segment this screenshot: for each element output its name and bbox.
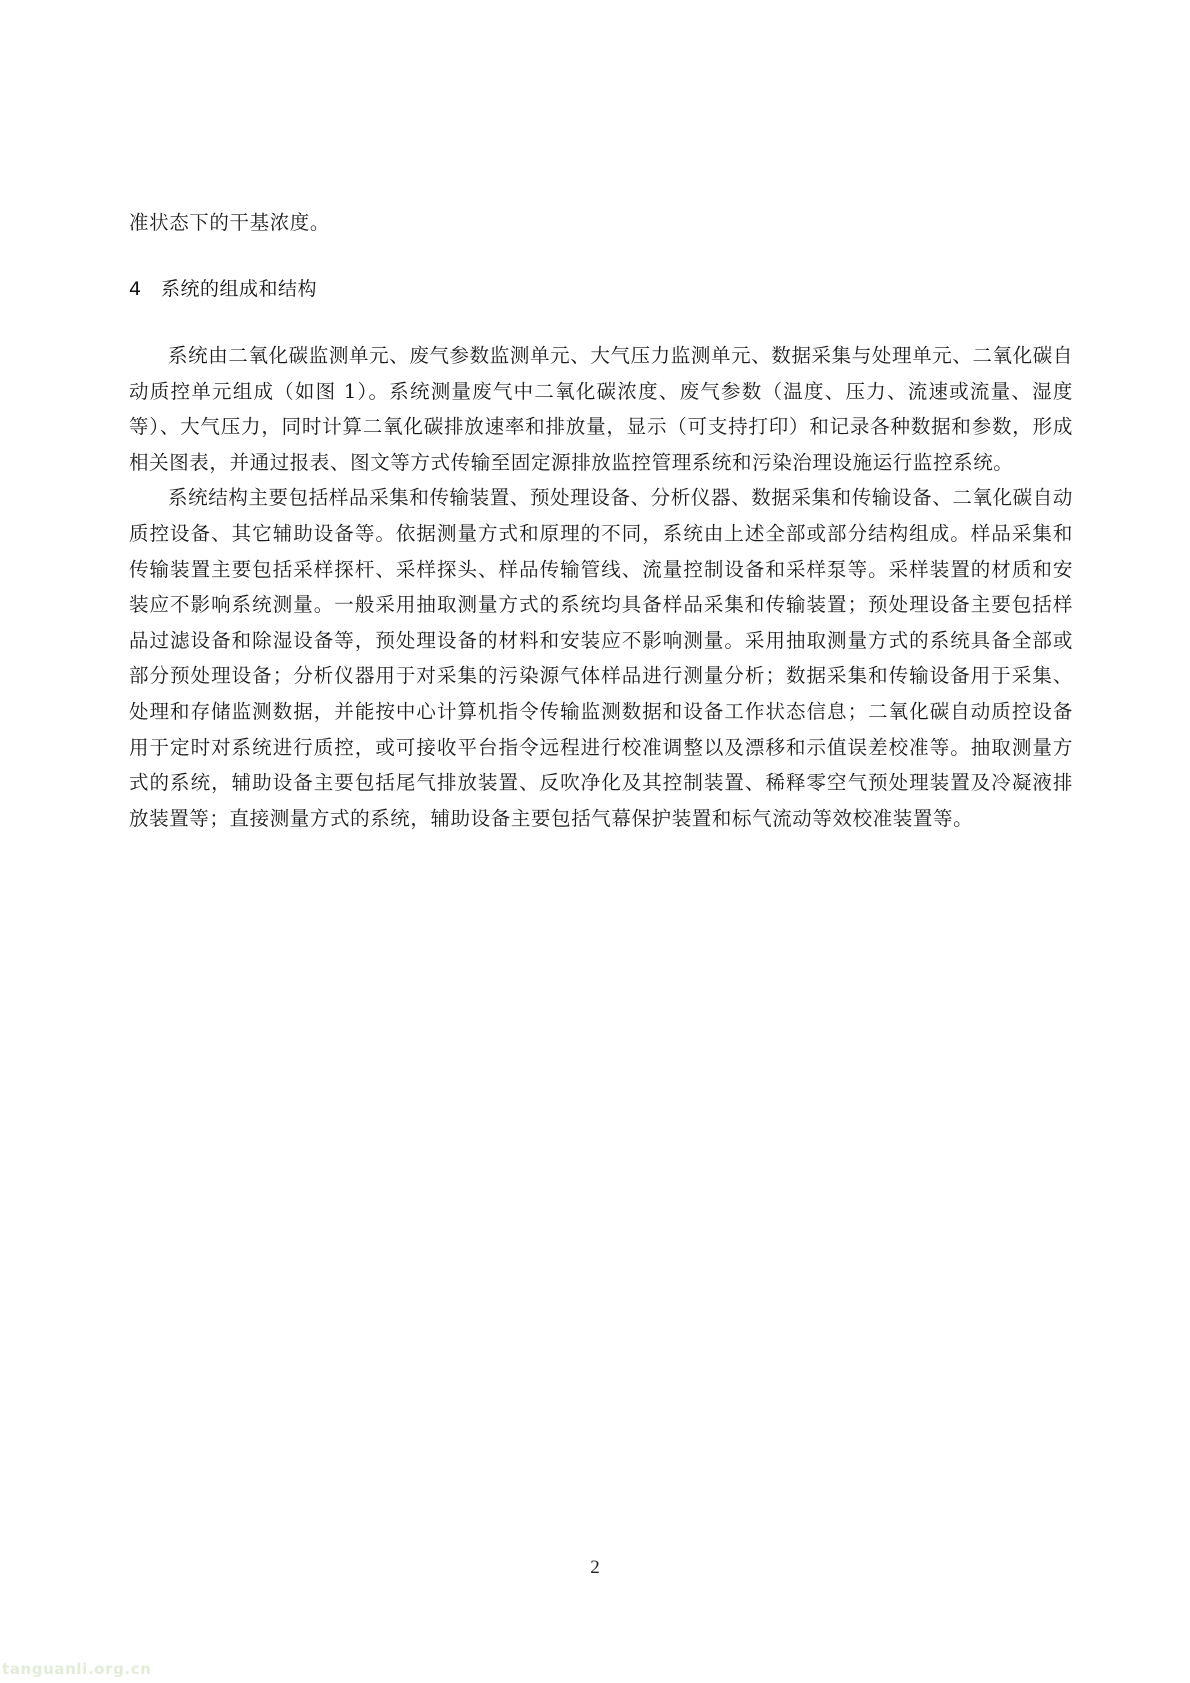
watermark: tanguanli.org.cn [2, 1660, 152, 1678]
section-body [129, 338, 1073, 836]
continuation-line: 准状态下的干基浓度。 [129, 211, 331, 234]
paragraph-system-structure: 系统结构主要包括样品采集和传输装置、预处理设备、分析仪器、数据采集和传输设备、二氧化碳自动质控设备、其它辅助设备等。依据测量方式和原理的不同，系统由上述全部或部分结构组成。样品采集和传输装置主要包括采样探杆、采样探头、样品传输管线、流量控制设备和采样泵等。采样装置的材质和安装应不影响系统测量。一般采用抽取测量方式的系统均具备样品采集和传输装置；预处理设备主要包括样品过滤设备和除湿设备等，预处理设备的材料和安装应不影响测量。采用抽取测量方式的系统具备全部或部分预处理设备；分析仪器用于对采集的污染源气体样品进行测量分析；数据采集和传输设备用于采集、处理和存储监测数据，并能按中心计算机指令传输监测数据和设备工作状态信息；二氧化碳自动质控设备用于定时对系统进行质控，或可接收平台指令远程进行校准调整以及漂移和示值误差校准等。抽取测量方式的系统，辅助设备主要包括尾气排放装置、反吹净化及其控制装置、稀释零空气预处理装置及冷凝液排放装置等；直接测量方式的系统，辅助设备主要包括气幕保护装置和标气流动等效校准装置等。 [129, 486, 1073, 830]
section-title: 系统的组成和结构 [161, 278, 318, 300]
section-heading [129, 273, 317, 305]
continuation-text [129, 205, 1073, 241]
page-number: 2 [590, 1557, 600, 1578]
paragraph-system-composition: 系统由二氧化碳监测单元、废气参数监测单元、大气压力监测单元、数据采集与处理单元、二氧化碳自动质控单元组成（如图 1）。系统测量废气中二氧化碳浓度、废气参数（温度、压力、流速或流量、湿度等）、大气压力，同时计算二氧化碳排放速率和排放量，显示（可支持打印）和记录各种数据和参数，形成相关图表，并通过报表、图文等方式传输至固定源排放监控管理系统和污染治理设施运行监控系统。 [129, 344, 1073, 474]
section-number: 4 [129, 278, 142, 300]
